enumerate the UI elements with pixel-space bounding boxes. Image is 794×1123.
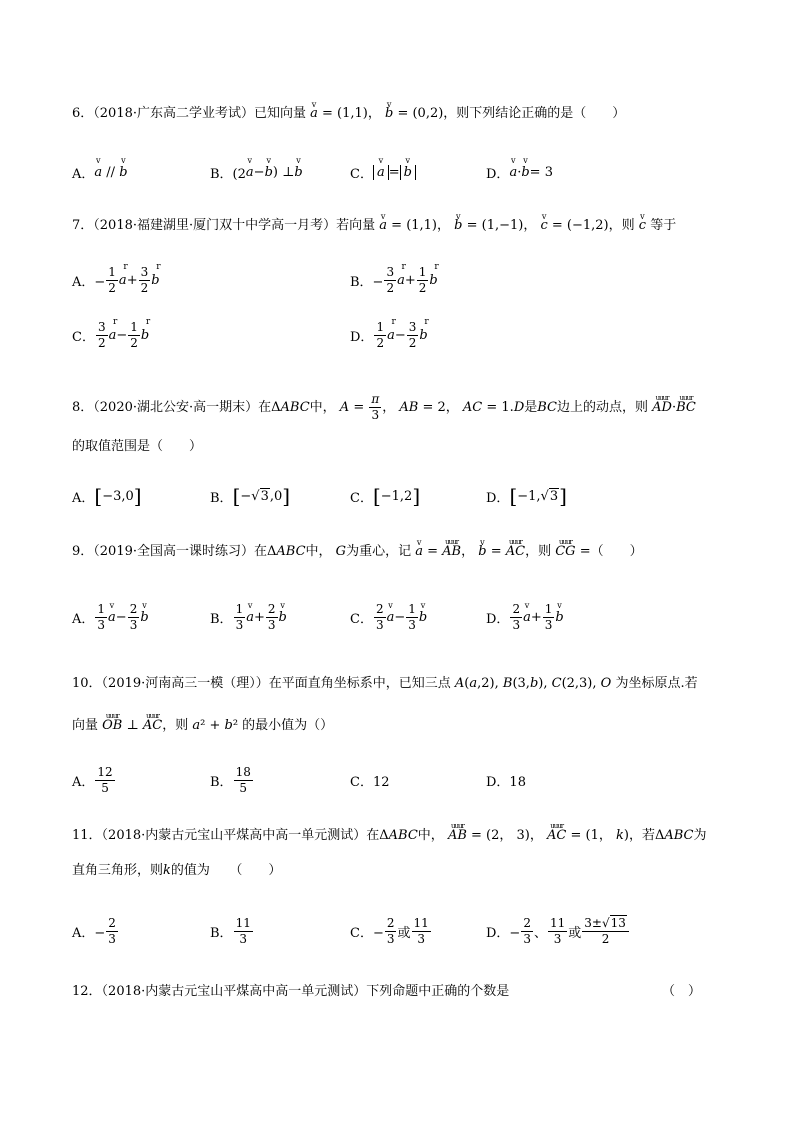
q10-stem2: 向量 uuur OB ⊥ uuur AC，则 a² + b² 的最小值为（） [72, 716, 333, 736]
q10-option-c: C．12 [350, 774, 390, 790]
q6-option-c: C． v a = v b [350, 152, 416, 192]
q6-option-b: B．(2 v a − v b ) ⊥ v b [210, 152, 303, 192]
q11-option-d: D．− $\frac{2}{3}$ 、 $\frac{11}{3}$ 或 $\frac{3\pm√13}{2}$ [486, 911, 630, 951]
q6-option-d: D． v a · v b = 3 [486, 152, 553, 192]
q9-option-b: B． $\frac{1}{3}$ v a + $\frac{2}{3}$ v b [210, 597, 287, 637]
q11-stem: 11．（2018·内蒙古元宝山平煤高中高一单元测试）在ΔABC中， uuur AB = (2， 3)， uuur AC = (1， k)，若ΔABC为 [72, 826, 707, 846]
q9-options [72, 597, 732, 637]
q9-option-d: D． $\frac{2}{3}$ v a + $\frac{1}{3}$ v b [486, 597, 564, 637]
q10-option-d: D．18 [486, 774, 526, 790]
q7-options-row2 [72, 315, 732, 355]
q11-option-b: B． $\frac{11}{3}$ [210, 915, 251, 946]
q7-stem: 7．（2018·福建湖里·厦门双十中学高一月考）若向量 v a = (1,1)， v b = (1,−1)， v c = (−1,2)，则 v c 等于 [72, 216, 676, 236]
q11-option-a: A．− $\frac{2}{3}$ [72, 915, 116, 946]
q6-options [72, 152, 732, 192]
q7-options-row1 [72, 260, 732, 300]
q6-option-a: A． v a // v b [72, 152, 128, 192]
q7-option-b: B．− $\frac{3}{2}$ r a + $\frac{1}{2}$ r b [350, 260, 438, 300]
q9-option-c: C． $\frac{2}{3}$ v a − $\frac{1}{3}$ v b [350, 597, 427, 637]
q10-option-b: B． $\frac{18}{5}$ [210, 764, 251, 795]
q12-stem: 12．（2018·内蒙古元宝山平煤高中高一单元测试）下列命题中正确的个数是 [72, 984, 510, 999]
q7-option-d: D． $\frac{1}{2}$ r a − $\frac{3}{2}$ r b [350, 315, 428, 355]
q7-option-a: A．− $\frac{1}{2}$ r a + $\frac{3}{2}$ r b [72, 260, 160, 300]
q8-option-d: D． [ −1,√ 3 ] [486, 484, 567, 508]
q8-option-c: C． [ −1,2 ] [350, 484, 421, 508]
q7-option-c: C． $\frac{3}{2}$ r a − $\frac{1}{2}$ r b [72, 315, 149, 355]
q11-options [72, 911, 732, 951]
q8-option-b: B． [ −√ 3 ,0 ] [210, 484, 291, 508]
q9-option-a: A． $\frac{1}{3}$ v a − $\frac{2}{3}$ v b [72, 597, 149, 637]
q12-answer-paren: （ ） [662, 984, 702, 999]
q6-stem: 6．（2018·广东高二学业考试）已知向量 v a = (1,1)， v b = (0,2)，则下列结论正确的是（ ） [72, 104, 625, 124]
q11-option-c: C．− $\frac{2}{3}$ 或 $\frac{11}{3}$ [350, 915, 429, 946]
q8-option-a: A． [ −3,0 ] [72, 484, 142, 508]
q8-options [72, 476, 732, 516]
q11-stem2: 直角三角形，则k的值为 （ ） [72, 863, 282, 878]
q8-stem2: 的取值范围是（ ） [72, 439, 203, 454]
q10-options [72, 760, 732, 800]
q10-stem: 10．（2019·河南高三一模（理））在平面直角坐标系中，已知三点 A(a,2), B(3,b), C(2,3), O 为坐标原点.若 [72, 676, 698, 691]
q10-option-a: A． $\frac{12}{5}$ [72, 764, 113, 795]
q9-stem: 9．（2019·全国高一课时练习）在ΔABC中， G为重心，记 v a = uuur AB， v b = uuur AC，则 uuur CG =（ ） [72, 542, 643, 562]
q8-stem: 8．（2020·湖北公安·高一期末）在ΔABC中， A = $\frac{\pi}{3}$ ， AB = 2， AC = 1.D是BC边上的动点，则 uuur AD·uuur BC [72, 392, 696, 423]
